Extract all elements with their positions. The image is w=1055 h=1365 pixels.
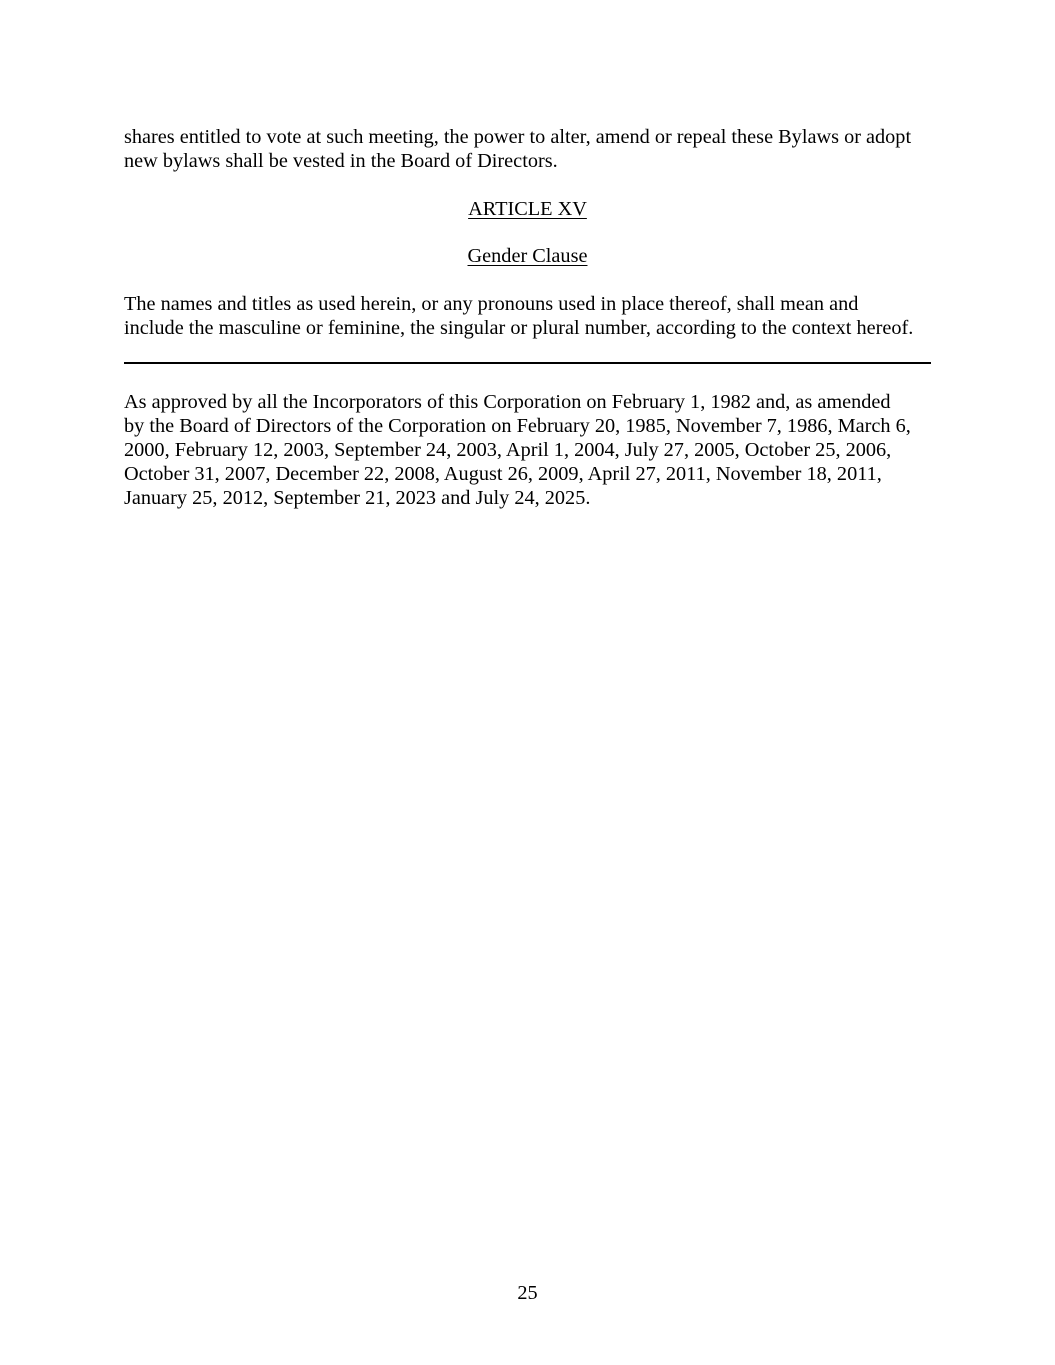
article-title [0, 244, 1055, 268]
paragraph-line: new bylaws shall be vested in the Board of Directors. [124, 150, 558, 172]
paragraph-line: January 25, 2012, September 21, 2023 and July 24, 2025. [124, 487, 591, 509]
paragraph-line: shares entitled to vote at such meeting, the power to alter, amend or repeal these Bylaws or adopt [124, 126, 912, 148]
paragraph-line: by the Board of Directors of the Corporation on February 20, 1985, November 7, 1986, March 6, [124, 415, 911, 437]
approval-paragraph [124, 390, 936, 510]
paragraph-line: As approved by all the Incorporators of this Corporation on February 1, 1982 and, as amended [124, 391, 891, 413]
paragraph-line: The names and titles as used herein, or any pronouns used in place thereof, shall mean and [124, 293, 859, 315]
gender-clause-paragraph [124, 292, 936, 340]
article-heading-text: ARTICLE XV [468, 198, 587, 220]
article-title-text: Gender Clause [467, 245, 588, 267]
page-number: 25 [517, 1282, 538, 1304]
paragraph-line: October 31, 2007, December 22, 2008, August 26, 2009, April 27, 2011, November 18, 2011, [124, 463, 882, 485]
article-heading [0, 197, 1055, 221]
horizontal-divider [124, 362, 931, 364]
paragraph-line: 2000, February 12, 2003, September 24, 2003, April 1, 2004, July 27, 2005, October 25, 2006, [124, 439, 892, 461]
continuation-paragraph [124, 125, 936, 173]
paragraph-line: include the masculine or feminine, the singular or plural number, according to the context hereof. [124, 317, 914, 339]
